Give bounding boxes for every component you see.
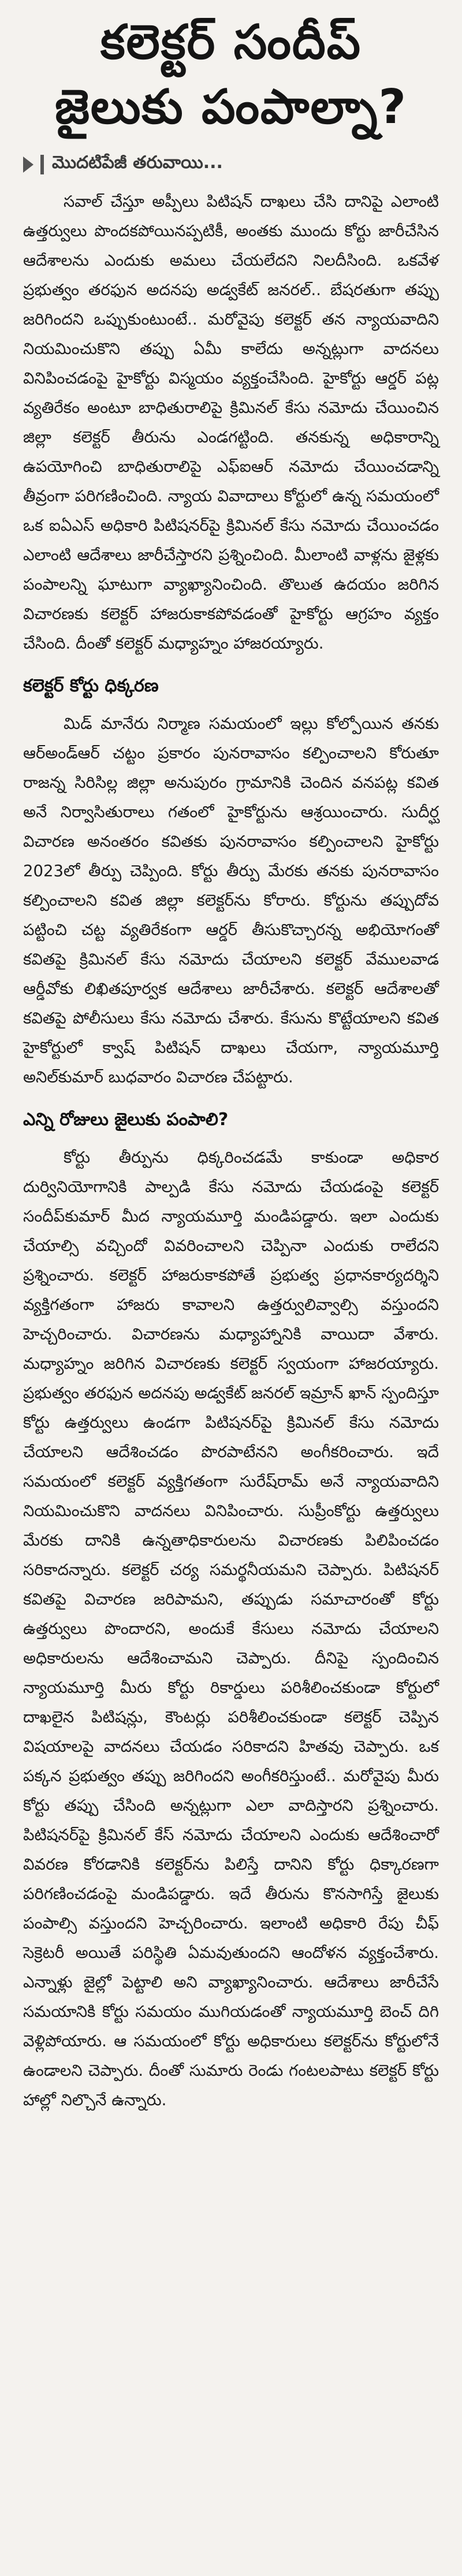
headline-line-2: జైలుకు పంపాల్నా?: [54, 80, 408, 135]
subheading-contempt: కలెక్టర్ కోర్టు ధిక్కరణ: [23, 676, 159, 696]
headline: [23, 10, 439, 140]
headline-line-1: కలెక్టర్ సందీప్: [100, 15, 362, 70]
continuation-kicker: [23, 152, 439, 177]
kicker-text: మొదటిపేజీ తరువాయి...: [52, 152, 223, 173]
body-paragraph-1: సవాల్ చేస్తూ అప్పీలు పిటిషన్ దాఖలు చేసి దానిపై ఎలాంటి ఉత్తర్వులు పొందకపోయినప్పటికీ, అంతకు ముందు కోర్టు జారీచేసిన ఆదేశాలను ఎందుకు అమలు చేయలేదని నిలదీసింది. ఒకవేళ ప్రభుత్వం తరఫున అదనపు అడ్వకేట్ జనరల్.. బేషరతుగా తప్పు జరిగిందని ఒప్పుకుంటుంటే.. మరోవైపు కలెక్టర్ తన న్యాయవాదిని నియమించుకొని తప్పు ఏమీ కాలేదు అన్నట్లుగా వాదనలు వినిపించడంపై హైకోర్టు విస్మయం వ్యక్తంచేసింది. హైకోర్టు ఆర్డర్ పట్ల వ్యతిరేకం అంటూ బాధితురాలిపై క్రిమినల్ కేసు నమోదు చేయించిన జిల్లా కలెక్టర్ తీరును ఎండగట్టింది. తనకున్న అధికారాన్ని ఉపయోగించి బాధితురాలిపై ఎఫ్ఐఆర్ నమోదు చేయించడాన్ని తీవ్రంగా పరిగణించింది. న్యాయ వివాదాలు కోర్టులో ఉన్న సమయంలో ఒక ఐఏఎస్ అధికారి పిటిషనర్‌పై క్రిమినల్ కేసు నమోదు చేయించడం ఎలాంటి ఆదేశాలు జారీచేస్తారని ప్రశ్నించింది. మీలాంటి వాళ్లను జైళ్లకు పంపాలన్ని ఘాటుగా వ్యాఖ్యానించింది. తొలుత ఉదయం జరిగిన విచారణకు కలెక్టర్ హాజరుకాకపోవడంతో హైకోర్టు ఆగ్రహం వ్యక్తం చేసింది. దీంతో కలెక్టర్ మధ్యాహ్నం హాజరయ్యారు.: [23, 192, 439, 653]
triangle-arrow-icon: [23, 157, 33, 173]
kicker-divider: [40, 155, 44, 174]
subheading-jail: ఎన్ని రోజులు జైలుకు పంపాలి?: [23, 1110, 229, 1130]
body-paragraph-3: కోర్టు తీర్పును ధిక్కరించడమే కాకుండా అధికార దుర్వినియోగానికి పాల్పడి కేసు నమోదు చేయడంపై కలెక్టర్ సందీప్‌కుమార్ మీద న్యాయమూర్తి మండిపడ్డారు. ఇలా ఎందుకు చేయాల్సి వచ్చిందో వివరించాలని చెప్పినా ఎందుకు రాలేదని ప్రశ్నించారు. కలెక్టర్ హాజరుకాకపోతే ప్రభుత్వ ప్రధానకార్యదర్శిని వ్యక్తిగతంగా హాజరు కావాలని ఉత్తర్వులివ్వాల్సి వస్తుందని హెచ్చరించారు. విచారణను మధ్యాహ్నానికి వాయిదా వేశారు. మధ్యాహ్నం జరిగిన విచారణకు కలెక్టర్ స్వయంగా హాజరయ్యారు. ప్రభుత్వం తరఫున అదనపు అడ్వకేట్ జనరల్ ఇమ్రాన్ ఖాన్ స్పందిస్తూ కోర్టు ఉత్తర్వులు ఉండగా పిటిషనర్‌పై క్రిమినల్ కేసు నమోదు చేయాలని ఆదేశించడం పొరపాటేనని అంగీకరించారు. ఇదే సమయంలో కలెక్టర్ వ్యక్తిగతంగా సురేష్‌రామ్ అనే న్యాయవాదిని నియమించుకొని వాదనలు వినిపించారు. సుప్రీంకోర్టు ఉత్తర్వులు మేరకు దానికి ఉన్నతాధికారులను విచారణకు పిలిపించడం సరికాదన్నారు. కలెక్టర్ చర్య సమర్థనీయమని చెప్పారు. పిటిషనర్ కవితపై విచారణ జరిపామని, తప్పుడు సమాచారంతో కోర్టు ఉత్తర్వులు పొందారని, అందుకే కేసులు నమోదు చేయాలని అధికారులను ఆదేశించామని చెప్పారు. దీనిపై స్పందించిన న్యాయమూర్తి మీరు కోర్టు రికార్డులు పరిశీలించకుండా కోర్టులో దాఖలైన పిటిషన్లు, కౌంటర్లు పరిశీలించకుండా కలెక్టర్ చెప్పిన విషయాలపై వాదనలు చేయడం సరికాదని హితవు చెప్పారు. ఒక పక్కన ప్రభుత్వం తప్పు జరిగిందని అంగీకరిస్తుంటే.. మరోవైపు మీరు కోర్టు తప్పు చేసింది అన్నట్లుగా ఎలా వాదిస్తారని ప్రశ్నించారు. పిటిషనర్‌పై క్రిమినల్ కేస్ నమోదు చేయాలని ఎందుకు ఆదేశించారో వివరణ కోరడానికి కలెక్టర్‌ను పిలిస్తే దానిని కోర్టు ధిక్కారణగా పరిగణించడంపై మండిపడ్డారు. ఇదే తీరును కొనసాగిస్తే జైలుకు పంపాల్సి వస్తుందని హెచ్చరించారు. ఇలాంటి అధికారి రేపు చీఫ్ సెక్రెటరీ అయితే పరిస్థితి ఏమవుతుందని ఆందోళన వ్యక్తంచేశారు. ఎన్నాళ్లు జైల్లో పెట్టాలి అని వ్యాఖ్యానించారు. ఆదేశాలు జారీచేసే సమయానికి కోర్టు సమయం ముగియడంతో న్యాయమూర్తి బెంచ్ దిగి వెళ్లిపోయారు. ఆ సమయంలో కోర్టు అధికారులు కలెక్టర్‌ను కోర్టులోనే ఉండాలని చెప్పారు. దీంతో సుమారు రెండు గంటలపాటు కలెక్టర్ కోర్టు హాల్లో నిల్చొనే ఉన్నారు.: [23, 1148, 439, 2109]
body-paragraph-2: మిడ్ మానేరు నిర్మాణ సమయంలో ఇల్లు కోల్పోయిన తనకు ఆర్‌అండ్‌ఆర్ చట్టం ప్రకారం పునరావాసం కల్పించాలని కోరుతూ రాజన్న సిరిసిల్ల జిల్లా అనుపురం గ్రామానికి చెందిన వనపట్ల కవిత అనే నిర్వాసితురాలు గతంలో హైకోర్టును ఆశ్రయించారు. సుదీర్ఘ విచారణ అనంతరం కవితకు పునరావాసం కల్పించాలని హైకోర్టు 2023లో తీర్పు చెప్పింది. కోర్టు తీర్పు మేరకు తనకు పునరావాసం కల్పించాలని కవిత జిల్లా కలెక్టర్‌ను కోరారు. కోర్టును తప్పుదోవ పట్టించి చట్ట వ్యతిరేకంగా ఆర్డర్ తీసుకొచ్చారన్న అభియోగంతో కవితపై క్రిమినల్ కేసు నమోదు చేయాలని కలెక్టర్ వేములవాడ ఆర్డీవోకు లిఖితపూర్వక ఆదేశాలు జారీచేశారు. కలెక్టర్ ఆదేశాలతో కవితపై పోలీసులు కేసు నమోదు చేశారు. కేసును కొట్టేయాలని కవిత హైకోర్టులో క్వాష్ పిటిషన్ దాఖలు చేయగా, న్యాయమూర్తి అనిల్‌కుమార్ బుధవారం విచారణ చేపట్టారు.: [23, 714, 439, 1086]
